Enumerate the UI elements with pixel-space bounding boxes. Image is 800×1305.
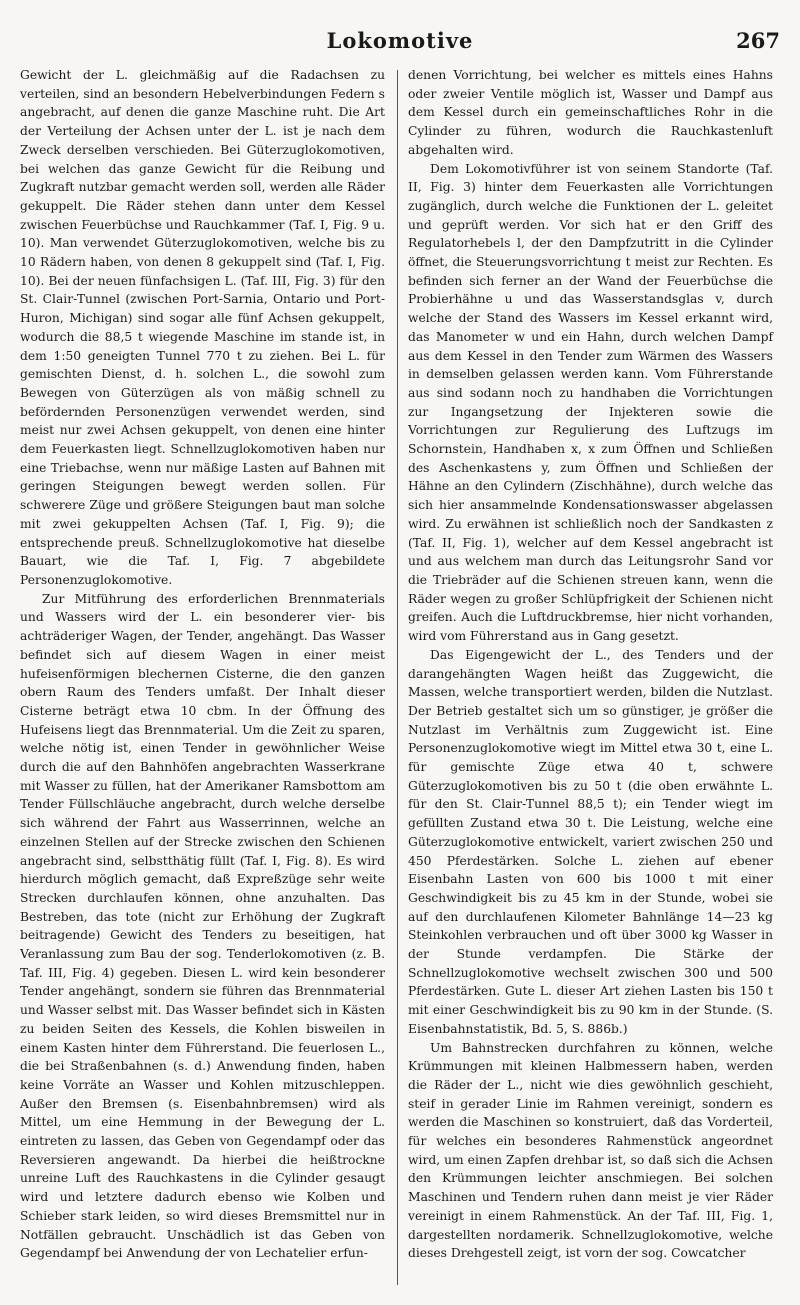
right-paragraph-3: Das Eigengewicht der L., des Tenders und der darangehängten Wagen heißt das Zuggewicht, die Massen, welche transportiert werden, bilden die Nutzlast. Der Betrieb gestaltet sich um so günstiger, je größer die Nutzlast im Verhältnis zum Zuggewicht ist. Eine Personenzuglokomotive wiegt im Mittel etwa 30 t, eine L. für gemischte Züge etwa 40 t, schwere Güterzuglokomotiven bis zu 50 t (die oben erwähnte L. für den St. Clair-Tunnel 88,5 t); ein Tender wiegt im gefüllten Zustand etwa 30 t. Die Leistung, welche eine Güterzuglokomotive entwickelt, variert zwischen 250 und 450 Pferdestärken. Solche L. ziehen auf ebener Eisenbahn Lasten von 600 bis 1000 t mit einer Geschwindigkeit bis zu 45 km in der Stunde, wobei sie auf den durchlaufenen Kilometer Bahnlänge 14—23 kg Steinkohlen verbrauchen und oft über 3000 kg Wasser in der Stunde verdampfen. Die Stärke der Schnellzuglokomotive wechselt zwischen 300 und 500 Pferdestärken. Gute L. dieser Art ziehen Lasten bis 150 t mit einer Geschwindigkeit bis zu 90 km in der Stunde. (S. Eisenbahnstatistik, Bd. 5, S. 886b.) [408, 647, 773, 1036]
column-divider [397, 70, 398, 1285]
right-column [408, 66, 773, 1291]
page-number: 267 [736, 28, 780, 53]
left-paragraph-1: Gewicht der L. gleichmäßig auf die Radachsen zu verteilen, sind an besondern Hebelverbindungen Federn s angebracht, auf denen die ganze Maschine ruht. Die Art der Verteilung der Achsen unter der L. ist je nach dem Zweck derselben verschieden. Bei Güterzuglokomotiven, bei welchen das ganze Gewicht für die Reibung und Zugkraft nutzbar gemacht werden soll, werden alle Räder gekuppelt. Die Räder stehen dann unter dem Kessel zwischen Feuerbüchse und Rauchkammer (Taf. I, Fig. 9 u. 10). Man verwendet Güterzuglokomotiven, welche bis zu 10 Rädern haben, von denen 8 gekuppelt sind (Taf. I, Fig. 10). Bei der neuen fünfachsigen L. (Taf. III, Fig. 3) für den St. Clair-Tunnel (zwischen Port-Sarnia, Ontario und Port-Huron, Michigan) sind sogar alle fünf Achsen gekuppelt, wodurch die 88,5 t wiegende Maschine im stande ist, in dem 1:50 geneigten Tunnel 770 t zu ziehen. Bei L. für gemischten Dienst, d. h. solchen L., die sowohl zum Bewegen von Güterzügen als von mäßig schnell zu befördernden Personenzügen verwendet werden, sind meist nur zwei Achsen gekuppelt, von denen eine hinter dem Feuerkasten liegt. Schnellzuglokomotiven haben nur eine Triebachse, wenn nur mäßige Lasten auf Bahnen mit geringen Steigungen bewegt werden sollen. Für schwerere Züge und größere Steigungen baut man solche mit zwei gekuppelten Achsen (Taf. I, Fig. 9); die entsprechende preuß. Schnellzuglokomotive hat dieselbe Bauart, wie die Taf. I, Fig. 7 abgebildete Personenzuglokomotive. [20, 68, 385, 587]
right-paragraph-2: Dem Lokomotivführer ist von seinem Standorte (Taf. II, Fig. 3) hinter dem Feuerkasten alle Vorrichtungen zugänglich, durch welche die Funktionen der L. geleitet und geprüft werden. Vor sich hat er den Griff des Regulatorhebels l, der den Dampfzutritt in die Cylinder öffnet, die Steuerungsvorrichtung t meist zur Rechten. Es befinden sich ferner an der Wand der Feuerbüchse die Probierhähne u und das Wasserstandsglas v, durch welche der Stand des Wassers im Kessel erkannt wird, das Manometer w und ein Hahn, durch welchen Dampf aus dem Kessel in den Tender zum Wärmen des Wassers in demselben gelassen werden kann. Vom Führerstande aus sind sodann noch zu handhaben die Vorrichtungen zur Ingangsetzung der Injekteren sowie die Vorrichtungen zur Regulierung des Luftzugs im Schornstein, Handhaben x, x zum Öffnen und Schließen des Aschenkastens y, zum Öffnen und Schließen der Hähne an den Cylindern (Zischhähne), durch welche das sich hier ansammelnde Kondensationswasser abgelassen wird. Zu erwähnen ist schließlich noch der Sandkasten z (Taf. II, Fig. 1), welcher auf dem Kessel angebracht ist und aus welchem man durch das Leitungsrohr Sand vor die Triebräder auf die Schienen streuen kann, wenn die Räder wegen zu großer Schlüpfrigkeit der Schienen nicht greifen. Auch die Luftdruckbremse, hier nicht vorhanden, wird vom Führerstand aus in Gang gesetzt. [408, 161, 773, 644]
left-paragraph-2: Zur Mitführung des erforderlichen Brennmaterials und Wassers wird der L. ein besonderer vier- bis achträderiger Wagen, der Tender, angehängt. Das Wasser befindet sich auf diesem Wagen in einer meist hufeisenförmigen blechernen Cisterne, die den ganzen obern Raum des Tenders umfaßt. Der Inhalt dieser Cisterne beträgt etwa 10 cbm. In der Öffnung des Hufeisens liegt das Brennmaterial. Um die Zeit zu sparen, welche nötig ist, einen Tender in gewöhnlicher Weise durch die auf den Bahnhöfen angebrachten Wasserkrane mit Wasser zu füllen, hat der Amerikaner Ramsbottom am Tender Füllschläuche angebracht, durch welche derselbe sich während der Fahrt aus Wasserrinnen, welche an einzelnen Stellen auf der Strecke zwischen den Schienen angebracht sind, selbstthätig füllt (Taf. I, Fig. 8). Es wird hierdurch möglich gemacht, daß Expreßzüge sehr weite Strecken durchlaufen können, ohne anzuhalten. Das Bestreben, das tote (nicht zur Erhöhung der Zugkraft beitragende) Gewicht des Tenders zu beseitigen, hat Veranlassung zum Bau der sog. Tenderlokomotiven (z. B. Taf. III, Fig. 4) gegeben. Diesen L. wird kein besonderer Tender angehängt, sondern sie führen das Brennmaterial und Wasser selbst mit. Das Wasser befindet sich in Kästen zu beiden Seiten des Kessels, die Kohlen bisweilen in einem Kasten hinter dem Führerstand. Die feuerlosen L., die bei Straßenbahnen (s. d.) Anwendung finden, haben keine Vorräte an Wasser und Kohlen mitzuschleppen. Außer den Bremsen (s. Eisenbahnbremsen) wird als Mittel, um eine Hemmung in der Bewegung der L. eintreten zu lassen, das Geben von Gegendampf oder das Reversieren angewandt. Da hierbei die heißtrockne unreine Luft des Rauchkastens in die Cylinder gesaugt wird und letztere dadurch ebenso wie Kolben und Schieber stark leiden, so wird dieses Bremsmittel nur in Notfällen gebraucht. Unschädlich ist das Geben von Gegendampf bei Anwendung der von Lechatelier erfun- [20, 591, 385, 1261]
page-header [20, 28, 780, 58]
running-title: Lokomotive [326, 28, 474, 53]
right-paragraph-4: Um Bahnstrecken durchfahren zu können, welche Krümmungen mit kleinen Halbmessern haben, werden die Räder der L., nicht wie dies gewöhnlich geschieht, steif in gerader Linie im Rahmen vereinigt, sondern es werden die Maschinen so konstruiert, daß das Vorderteil, für welches ein besonderes Rahmenstück angeordnet wird, um einen Zapfen drehbar ist, so daß sich die Achsen den Krümmungen leichter anschmiegen. Bei solchen Maschinen und Tendern ruhen dann meist je vier Räder vereinigt in einem Rahmenstück. An der Taf. III, Fig. 1, dargestellten nordamerik. Schnellzuglokomotive, welche dieses Drehgestell zeigt, ist vorn der sog. Cowcatcher [408, 1040, 773, 1261]
right-paragraph-1: denen Vorrichtung, bei welcher es mittels eines Hahns oder zweier Ventile möglich ist, Wasser und Dampf aus dem Kessel durch ein gemeinschaftliches Rohr in die Cylinder zu führen, wodurch die Rauchkastenluft abgehalten wird. [408, 68, 773, 157]
left-column [20, 66, 385, 1291]
